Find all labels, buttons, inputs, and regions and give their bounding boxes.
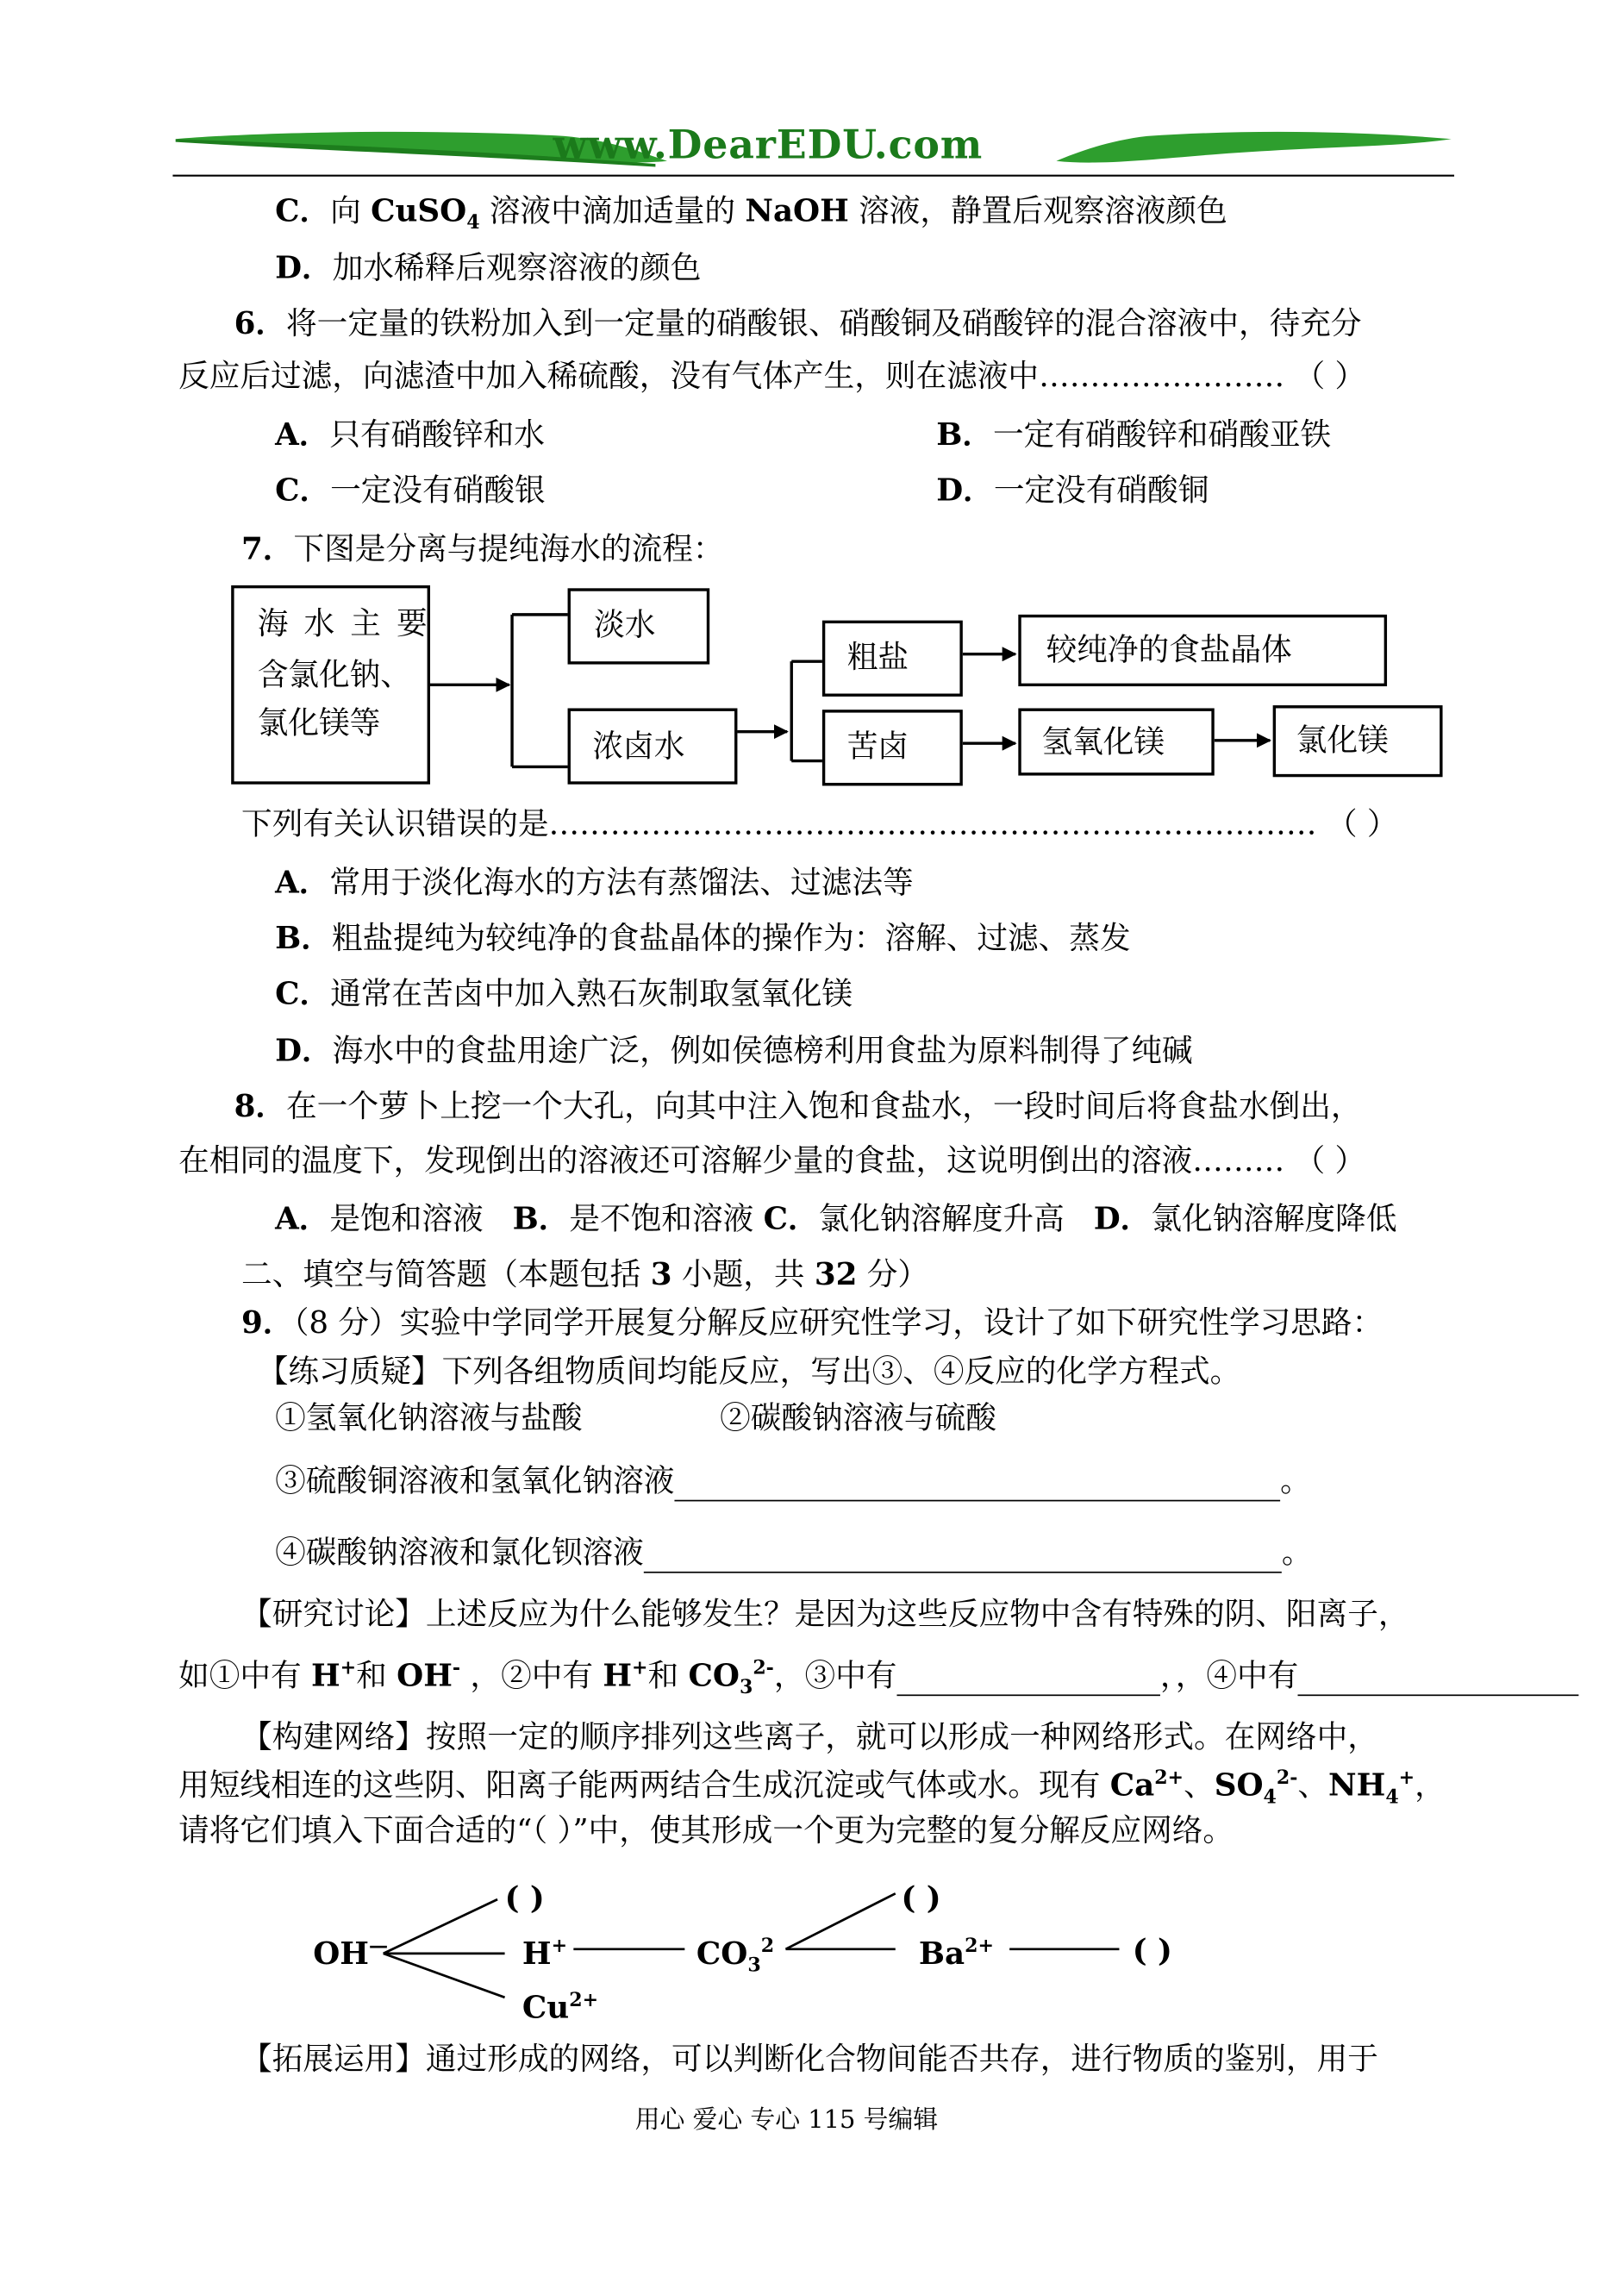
- q7-option-b: B．粗盐提纯为较纯净的食盐晶体的操作为：溶解、过滤、蒸发: [275, 918, 1131, 956]
- node-blank-3[interactable]: ( ): [1132, 1931, 1172, 1968]
- node-h: H+: [522, 1934, 568, 1972]
- node-blank-1[interactable]: ( ): [504, 1879, 545, 1916]
- q6-option-d: D．一定没有硝酸铜: [936, 471, 1209, 508]
- box-crude-salt-label: 粗盐: [846, 639, 909, 675]
- q9-item1: ①氢氧化钠溶液与盐酸: [275, 1400, 583, 1436]
- q7-option-d: D．海水中的食盐用途广泛，例如侯德榜利用食盐为原料制得了纯碱: [275, 1031, 1193, 1069]
- q9-network-line1: 【构建网络】按照一定的顺序排列这些离子，就可以形成一种网络形式。在网络中，: [241, 1719, 1378, 1755]
- q6-option-c: C．一定没有硝酸银: [275, 471, 546, 508]
- box-seawater-line1: 海 水 主 要: [257, 605, 431, 641]
- node-co3: $CO_3^2$: [696, 1934, 775, 1978]
- box-bittern-label: 苦卤: [846, 729, 909, 764]
- q9-item3: ③硫酸铜溶液和氢氧化钠溶液 。: [275, 1463, 1311, 1501]
- node-cu: $Cu^{2+}$: [522, 1988, 599, 2026]
- q9-stem: 9．（8 分）实验中学同学开展复分解反应研究性学习，设计了如下研究性学习思路：: [241, 1304, 1384, 1341]
- box-pure-salt-label: 较纯净的食盐晶体: [1046, 632, 1292, 667]
- box-seawater-line3: 氯化镁等: [257, 705, 381, 741]
- box-fresh-water-label: 淡水: [594, 607, 656, 643]
- q9-extend: 【拓展运用】通过形成的网络，可以判断化合物间能否共存，进行物质的鉴别，用于: [241, 2041, 1378, 2077]
- q8-options: A．是饱和溶液 B．是不饱和溶液 C．氯化钠溶解度升高 D．氯化钠溶解度降低: [275, 1199, 1397, 1237]
- page-footer: 用心 爱心 专心 115 号编辑: [634, 2105, 939, 2136]
- q6-stem-line2: 反应后过滤，向滤渣中加入稀硫酸，没有气体产生，则在滤液中…………………… （ ）: [178, 358, 1366, 394]
- box-mg-hydroxide-label: 氢氧化镁: [1041, 724, 1165, 760]
- q9-discuss-line1: 【研究讨论】上述反应为什么能够发生？是因为这些反应物中含有特殊的阴、阳离子，: [241, 1596, 1409, 1632]
- q7-stem: 7．下图是分离与提纯海水的流程：: [241, 529, 724, 566]
- header-logo: www.DearEDU.com: [553, 122, 984, 169]
- node-ba: $Ba^{2+}$: [918, 1934, 994, 1972]
- node-blank-2[interactable]: ( ): [901, 1879, 941, 1916]
- section2-title: 二、填空与简答题（本题包括 3 小题，共 32 分）: [241, 1255, 929, 1292]
- q7-option-c: C．通常在苦卤中加入熟石灰制取氢氧化镁: [275, 974, 853, 1011]
- q9-item2: ②碳酸钠溶液与硫酸: [720, 1400, 996, 1436]
- q9-network-line3: 请将它们填入下面合适的“（ ）”中，使其形成一个更为完整的复分解反应网络。: [178, 1812, 1234, 1848]
- q8-stem-line1: 8．在一个萝卜上挖一个大孔，向其中注入饱和食盐水，一段时间后将食盐水倒出，: [234, 1087, 1362, 1124]
- q5-option-d: D．加水稀释后观察溶液的颜色: [275, 248, 702, 285]
- q7-option-a: A．常用于淡化海水的方法有蒸馏法、过滤法等: [275, 863, 914, 900]
- q7-question: 下列有关认识错误的是………………………………………………………………… （ ）: [241, 806, 1398, 841]
- box-seawater-line2: 含氯化钠、: [257, 657, 411, 692]
- q9-item4: ④碳酸钠溶液和氯化钡溶液 。: [275, 1535, 1312, 1573]
- q6-option-b: B．一定有硝酸锌和硝酸亚铁: [936, 416, 1332, 453]
- q6-stem-line1: 6．将一定量的铁粉加入到一定量的硝酸银、硝酸铜及硝酸锌的混合溶液中，待充分: [234, 304, 1362, 341]
- box-mg-chloride-label: 氯化镁: [1296, 722, 1389, 759]
- q6-option-a: A．只有硝酸锌和水: [275, 416, 545, 453]
- q9-discuss-line2: 如①中有 H+和 OH- ，②中有 H+和 $CO_3^{2-}$，③中有 ，，④中有: [178, 1656, 1579, 1696]
- q8-stem-line2: 在相同的温度下，发现倒出的溶液还可溶解少量的食盐，这说明倒出的溶液……… （ ）: [178, 1142, 1366, 1179]
- q9-practice: 【练习质疑】下列各组物质间均能反应，写出③、④反应的化学方程式。: [257, 1354, 1241, 1389]
- q5-option-c: C．向 CuSO$_4$ 溶液中滴加适量的 NaOH 溶液，静置后观察溶液颜色: [275, 191, 1227, 235]
- q9-network-line2: 用短线相连的这些阴、阳离子能两两结合生成沉淀或气体或水。现有 $Ca^{2+}$、$SO_4^{2-}$、$NH_4^+$，: [178, 1766, 1446, 1810]
- node-oh: OH—: [313, 1934, 389, 1972]
- box-brine-label: 浓卤水: [592, 729, 685, 764]
